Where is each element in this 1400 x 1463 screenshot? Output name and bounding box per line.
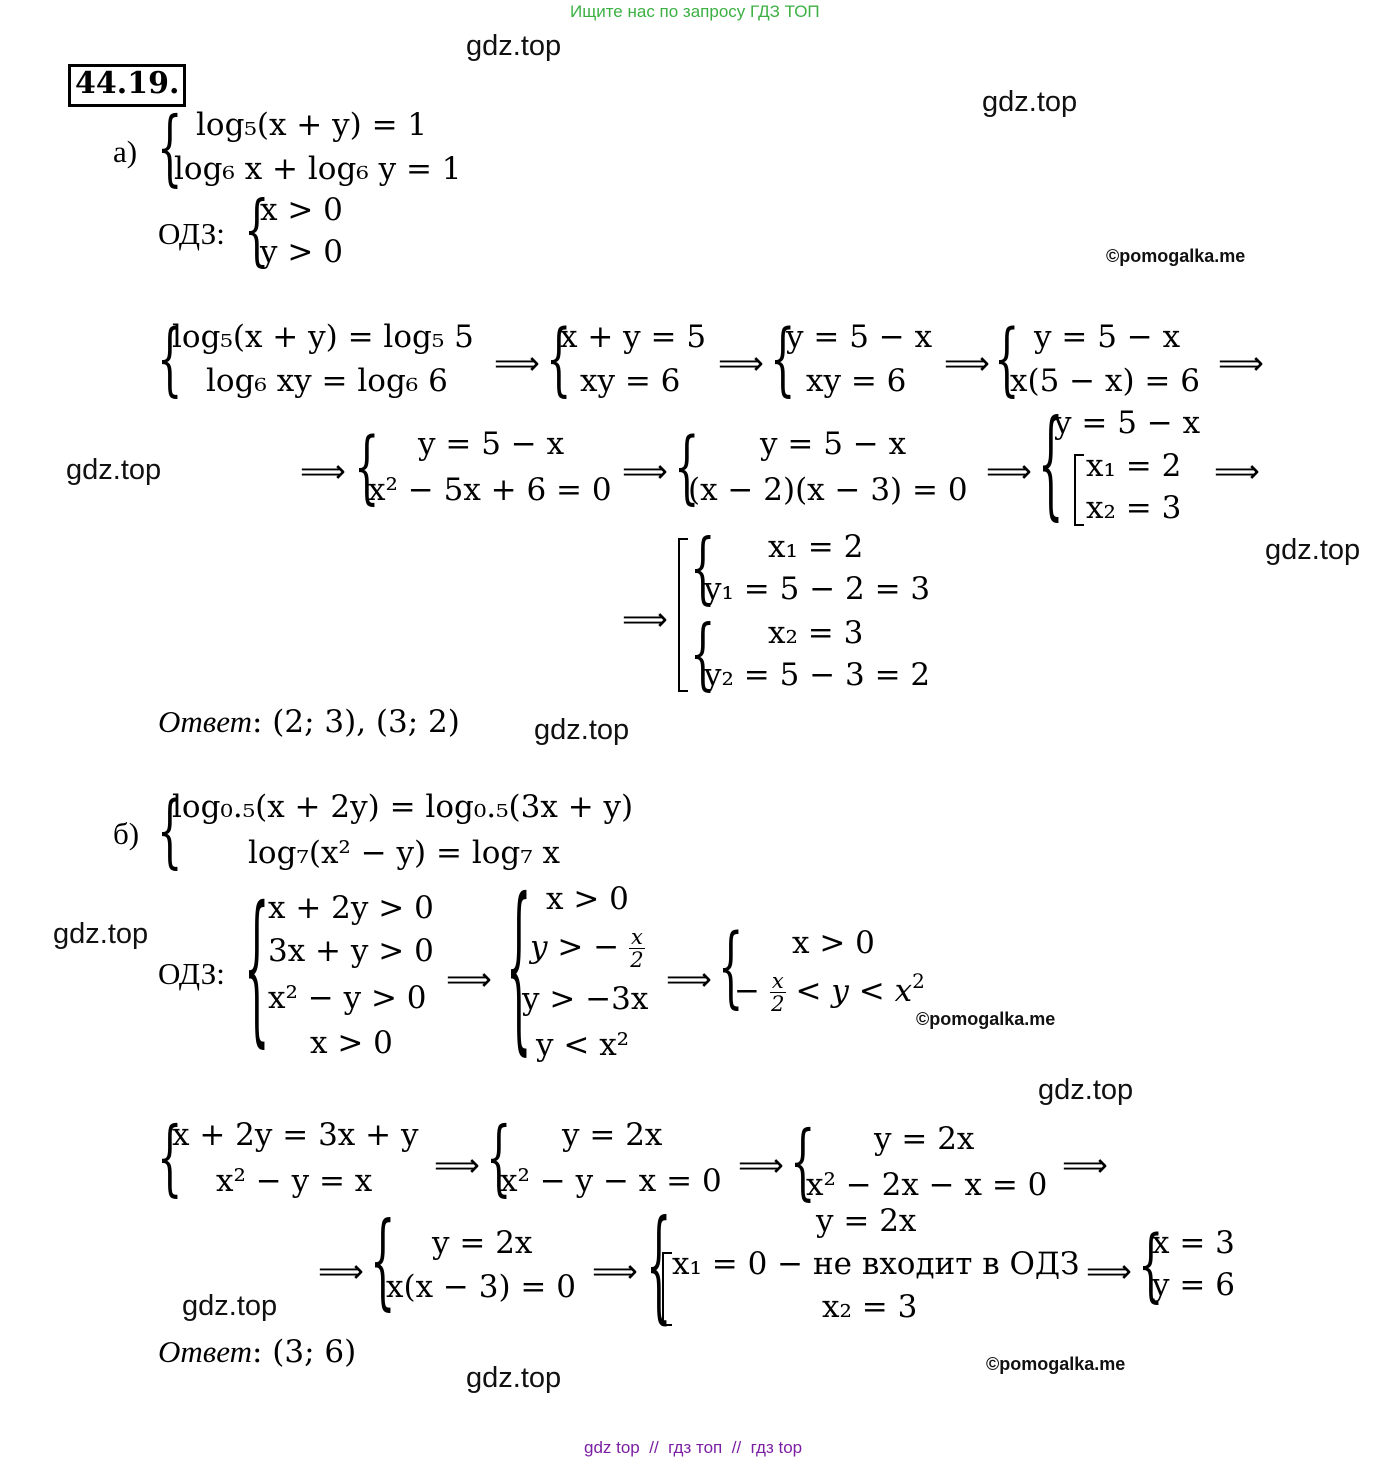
a-r2-s1-line2: x² − 5x + 6 = 0 <box>368 472 612 508</box>
footer-link[interactable]: гдз топ <box>668 1438 723 1457</box>
a-r2-s2-line1: y = 5 − x <box>760 426 907 462</box>
answer-b <box>158 1334 356 1370</box>
implies-arrow: ⟹ <box>434 1146 480 1184</box>
bracket <box>1074 454 1084 526</box>
footer-link[interactable]: gdz top <box>584 1438 640 1457</box>
watermark-gdz: gdz.top <box>182 1290 278 1322</box>
watermark-pomogalka: ©pomogalka.me <box>916 1009 1056 1029</box>
footer-separator: // <box>649 1438 659 1457</box>
implies-arrow: ⟹ <box>1214 452 1260 490</box>
brace: { <box>646 1196 672 1338</box>
a-r2-s1-line1: y = 5 − x <box>418 426 565 462</box>
part-a-label: а) <box>113 134 138 169</box>
b-r1-s2-line2: x² − y − x = 0 <box>500 1163 722 1199</box>
implies-arrow: ⟹ <box>1062 1146 1108 1184</box>
b-r1-s3-line2: x² − 2x − x = 0 <box>806 1167 1048 1203</box>
part-a-odz-line1: x > 0 <box>260 192 343 228</box>
watermark-gdz: gdz.top <box>1038 1074 1134 1106</box>
part-b-odz-label: ОДЗ: <box>158 956 225 991</box>
footer-link[interactable]: гдз top <box>750 1438 803 1457</box>
watermark-gdz: gdz.top <box>982 86 1078 118</box>
a-r3-line3: x₂ = 3 <box>768 615 864 651</box>
a-r2-s3-line1: y = 5 − x <box>1054 405 1201 441</box>
implies-arrow: ⟹ <box>446 960 492 998</box>
brace: { <box>244 186 270 276</box>
implies-arrow: ⟹ <box>718 344 764 382</box>
watermark-gdz: gdz.top <box>53 918 149 950</box>
brace: { <box>770 314 796 406</box>
b-odz1-line1: x + 2y > 0 <box>268 890 434 926</box>
b-odz1-line3: x² − y > 0 <box>268 980 427 1016</box>
answer-value: : (3; 6) <box>251 1334 357 1370</box>
brace: { <box>690 610 716 700</box>
watermark-gdz: gdz.top <box>466 30 562 62</box>
b-odz2-line3: y > −3x <box>522 981 649 1017</box>
b-r1-s1-line2: x² − y = x <box>216 1163 373 1199</box>
b-r1-s2-line1: y = 2x <box>562 1117 663 1153</box>
brace: { <box>690 524 716 614</box>
b-odz2-line2: y > − $\frac{x}{2}$ <box>530 925 644 973</box>
implies-arrow: ⟹ <box>622 452 668 490</box>
watermark-pomogalka: ©pomogalka.me <box>1106 246 1246 266</box>
answer-value: : (2; 3), (3; 2) <box>251 704 460 740</box>
top-banner: Ищите нас по запросу ГДЗ ТОП <box>570 2 820 21</box>
a-r1-s2-line2: xy = 6 <box>580 363 681 399</box>
part-a-odz-label: ОДЗ: <box>158 216 225 251</box>
brace: { <box>994 314 1020 406</box>
part-b-sys1-line1: log₀.₅(x + 2y) = log₀.₅(3x + y) <box>172 789 634 825</box>
watermark-gdz: gdz.top <box>466 1362 562 1394</box>
a-r1-s2-line1: x + y = 5 <box>560 319 707 355</box>
brace: { <box>157 314 183 406</box>
b-r2-s3-line1: x = 3 <box>1152 1225 1235 1261</box>
b-odz3-line2: − $\frac{x}{2}$ < $y < x^2$ <box>734 969 925 1017</box>
b-r2-s2-line1: y = 2x <box>816 1203 917 1239</box>
brace: { <box>157 101 183 197</box>
b-r2-s3-line2: y = 6 <box>1152 1267 1235 1303</box>
a-r3-line2: y₁ = 5 − 2 = 3 <box>704 571 931 607</box>
b-odz2-line1: x > 0 <box>546 881 629 917</box>
brace: { <box>506 864 532 1074</box>
implies-arrow: ⟹ <box>738 1146 784 1184</box>
a-r1-s4-line1: y = 5 − x <box>1034 319 1181 355</box>
brace: { <box>1138 1220 1164 1312</box>
brace: { <box>157 786 183 878</box>
brace: { <box>1038 397 1064 533</box>
brace: { <box>674 422 700 514</box>
b-r2-s1-line2: x(x − 3) = 0 <box>386 1269 576 1305</box>
implies-arrow: ⟹ <box>986 452 1032 490</box>
a-r1-s4-line2: x(5 − x) = 6 <box>1010 363 1200 399</box>
watermark-gdz: gdz.top <box>534 714 630 746</box>
answer-label: Ответ <box>158 1334 252 1369</box>
b-odz1-line2: 3x + y > 0 <box>268 933 434 969</box>
brace: { <box>354 422 380 514</box>
bracket <box>662 1252 672 1326</box>
a-r3-line1: x₁ = 2 <box>768 529 864 565</box>
brace: { <box>790 1115 816 1211</box>
watermark-gdz: gdz.top <box>66 454 162 486</box>
b-r2-s2-line2: x₁ = 0 − не входит в ОДЗ <box>672 1246 1080 1282</box>
answer-a <box>158 704 460 740</box>
problem-number: 44.19. <box>68 64 186 107</box>
part-b-label: б) <box>113 816 140 851</box>
implies-arrow: ⟹ <box>944 344 990 382</box>
implies-arrow: ⟹ <box>494 344 540 382</box>
b-odz2-line4: y < x² <box>536 1027 630 1063</box>
brace: { <box>546 314 572 406</box>
implies-arrow: ⟹ <box>300 452 346 490</box>
b-r2-s1-line1: y = 2x <box>432 1225 533 1261</box>
a-r1-s1-line2: log₆ xy = log₆ 6 <box>206 363 448 399</box>
b-r1-s3-line1: y = 2x <box>874 1121 975 1157</box>
brace: { <box>244 875 270 1065</box>
implies-arrow: ⟹ <box>1218 344 1264 382</box>
a-r2-s3-line2: x₁ = 2 <box>1086 448 1182 484</box>
a-r1-s3-line1: y = 5 − x <box>786 319 933 355</box>
b-r2-s2-line3: x₂ = 3 <box>822 1289 918 1325</box>
part-b-sys1-line2: log₇(x² − y) = log₇ x <box>248 835 561 871</box>
footer <box>584 1438 802 1458</box>
implies-arrow: ⟹ <box>592 1252 638 1290</box>
brace: { <box>370 1202 396 1322</box>
brace: { <box>718 917 744 1019</box>
implies-arrow: ⟹ <box>622 600 668 638</box>
a-r2-s2-line2: (x − 2)(x − 3) = 0 <box>688 472 968 508</box>
bracket <box>678 538 688 692</box>
watermark-gdz: gdz.top <box>1265 534 1361 566</box>
implies-arrow: ⟹ <box>1086 1252 1132 1290</box>
footer-separator: // <box>731 1438 742 1457</box>
part-a-sys1-line1: log₅(x + y) = 1 <box>196 107 428 143</box>
brace: { <box>157 1111 183 1207</box>
a-r2-s3-line3: x₂ = 3 <box>1086 490 1182 526</box>
part-a-sys1-line2: log₆ x + log₆ y = 1 <box>174 151 462 187</box>
b-r1-s1-line1: x + 2y = 3x + y <box>172 1117 419 1153</box>
implies-arrow: ⟹ <box>666 960 712 998</box>
watermark-pomogalka: ©pomogalka.me <box>986 1354 1126 1374</box>
b-odz3-line1: x > 0 <box>792 925 875 961</box>
answer-label: Ответ <box>158 704 252 739</box>
a-r1-s3-line2: xy = 6 <box>806 363 907 399</box>
a-r3-line4: y₂ = 5 − 3 = 2 <box>704 657 931 693</box>
a-r1-s1-line1: log₅(x + y) = log₅ 5 <box>172 319 474 355</box>
part-a-odz-line2: y > 0 <box>260 234 343 270</box>
brace: { <box>486 1111 512 1207</box>
implies-arrow: ⟹ <box>318 1252 364 1290</box>
b-odz1-line4: x > 0 <box>310 1025 393 1061</box>
